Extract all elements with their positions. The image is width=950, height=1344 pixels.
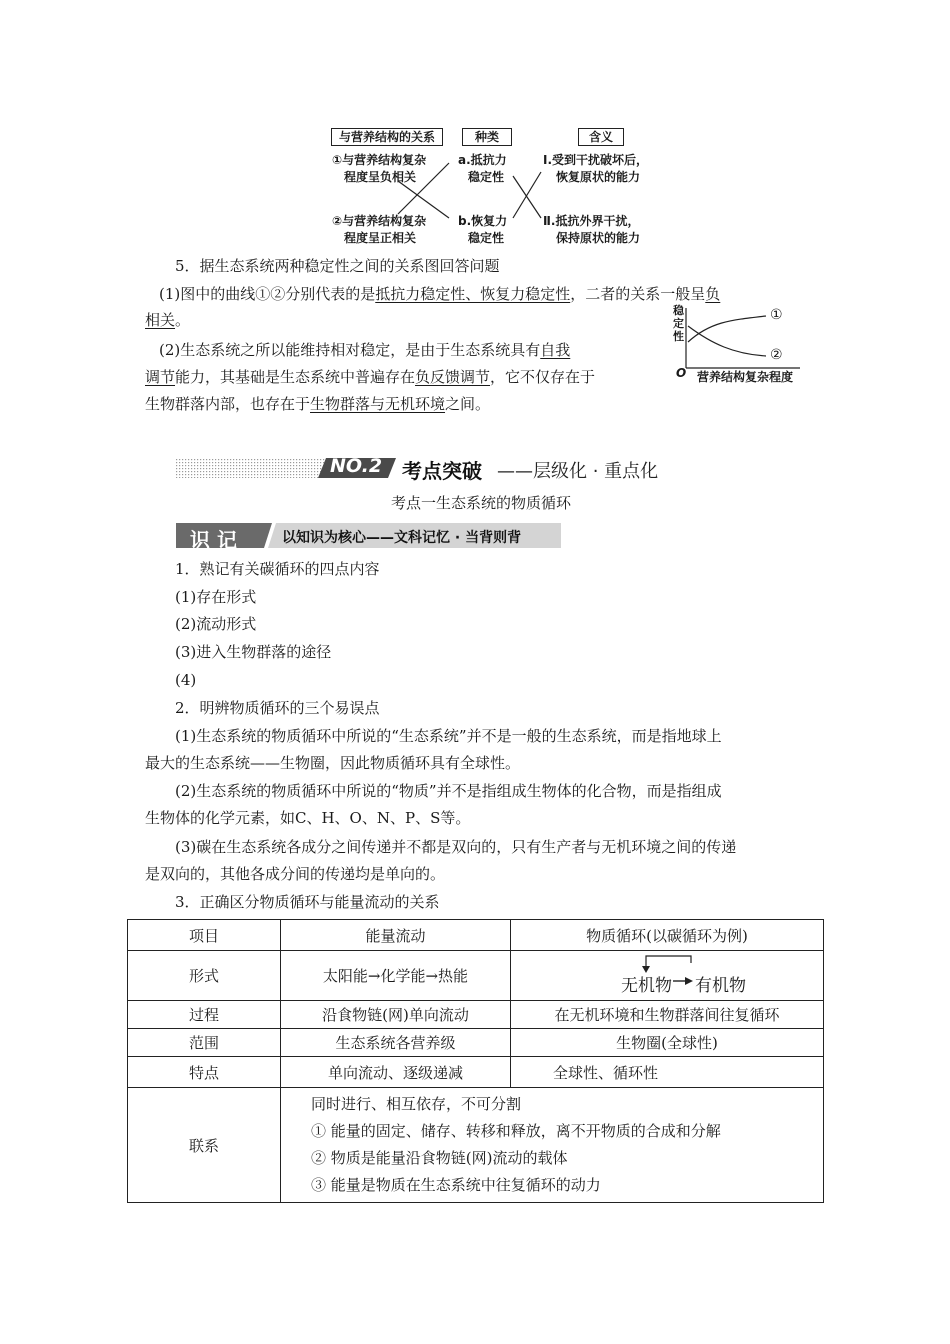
diagram-mid-a1: a.抵抗力 — [458, 153, 507, 167]
diagram-mid-a2: 稳定性 — [468, 170, 505, 184]
item-entry-route: (3)进入生物群落的途径 — [175, 643, 332, 661]
table-cell: 形式 — [128, 951, 281, 1001]
para2-line1: (2)生态系统的物质循环中所说的“物质”并不是指组成生物体的化合物，而是指组成 — [175, 782, 722, 800]
link-line: ② 物质是能量沿食物链(网)流动的载体 — [311, 1149, 568, 1167]
relation-table — [127, 919, 824, 1203]
table-cell: 范围 — [128, 1029, 281, 1057]
diagram-right-2a: Ⅱ.抵抗外界干扰， — [543, 214, 640, 228]
para3-line1: (3)碳在生态系统各成分之间传递并不都是双向的，只有生产者与无机环境之间的传递 — [175, 838, 737, 856]
para2-line2: 生物体的化学元素，如C、H、O、N、P、S等。 — [145, 809, 471, 827]
table-link-label: 联系 — [128, 1088, 281, 1203]
para1-line2: 最大的生态系统——生物圈，因此物质循环具有全球性。 — [145, 754, 521, 772]
table-cell: 全球性、循环性 — [511, 1057, 824, 1088]
link-line: 同时进行、相互依存，不可分割 — [311, 1095, 522, 1113]
table-cell: 生态系统各营养级 — [281, 1029, 511, 1057]
table-head-matter: 物质循环(以碳循环为例) — [511, 920, 824, 951]
diagram-left-1b: 程度呈负相关 — [344, 170, 417, 184]
table-row-scope — [128, 1029, 824, 1057]
item-existence-form: (1)存在形式 — [175, 588, 257, 606]
table-cell: 太阳能→化学能→热能 — [281, 951, 511, 1001]
item-carbon-cycle: 1．熟记有关碳循环的四点内容 — [175, 560, 380, 578]
item-four: (4) — [175, 671, 197, 689]
diagram-mid-b1: b.恢复力 — [458, 214, 508, 228]
graph-curve1-label: ① — [770, 307, 783, 323]
q5-part1: (1)图中的曲线①②分别代表的是抵抗力稳定性、恢复力稳定性，二者的关系一般呈负 — [159, 285, 721, 303]
item-misconceptions: 2．明辨物质循环的三个易误点 — [175, 699, 380, 717]
para3-line2: 是双向的，其他各成分间的传递均是单向的。 — [145, 865, 446, 883]
table-cell: 沿食物链(网)单向流动 — [281, 1001, 511, 1029]
item-relation: 3．正确区分物质循环与能量流动的关系 — [175, 893, 440, 911]
cycle-organic: 有机物 — [695, 976, 746, 996]
diagram-header-relation: 与营养结构的关系 — [331, 128, 443, 146]
q5-part2-line2: 调节能力，其基础是生态系统中普遍存在负反馈调节，它不仅存在于 — [145, 368, 596, 386]
table-header-row — [128, 920, 824, 951]
table-cell: 单向流动、逐级递减 — [281, 1057, 511, 1088]
diagram-header-meaning: 含义 — [578, 128, 624, 146]
table-row-feature — [128, 1057, 824, 1088]
table-cell: 过程 — [128, 1001, 281, 1029]
graph-curve2-label: ② — [770, 347, 783, 363]
answer-negative-b: 相关 — [145, 311, 176, 329]
graph-ylabel: 稳定性 — [673, 304, 684, 343]
diagram-right-1b: 恢复原状的能力 — [556, 170, 641, 184]
table-cell: 生物圈(全球性) — [511, 1029, 824, 1057]
q5-title: 5．据生态系统两种稳定性之间的关系图回答问题 — [175, 257, 500, 275]
q5-part2: (2)生态系统之所以能维持相对稳定，是由于生态系统具有自我 — [159, 341, 571, 359]
answer-negative-a: 负 — [705, 285, 721, 303]
diagram-left-2b: 程度呈正相关 — [344, 231, 417, 245]
table-row-process — [128, 1001, 824, 1029]
diagram-header-type: 种类 — [462, 128, 512, 146]
table-row-link — [128, 1088, 824, 1203]
banner-title: 考点突破 — [402, 459, 482, 483]
item-flow-form: (2)流动形式 — [175, 615, 257, 633]
diagram-cross-lines — [0, 0, 950, 260]
q5-part1-cont: 相关。 — [145, 311, 191, 329]
answer-community-environment: 生物群落与无机环境 — [310, 395, 446, 413]
diagram-right-1a: Ⅰ.受到干扰破坏后， — [543, 153, 649, 167]
graph-xlabel: 营养结构复杂程度 — [697, 370, 794, 384]
section-title: 考点一生态系统的物质循环 — [391, 494, 572, 512]
graph-origin: O — [676, 366, 687, 380]
table-link-content — [281, 1088, 824, 1203]
link-line: ① 能量的固定、储存、转移和释放，离不开物质的合成和分解 — [311, 1122, 721, 1140]
cycle-inorganic: 无机物 — [621, 976, 672, 996]
table-row-form — [128, 951, 824, 1001]
banner-number: NO.2 — [330, 455, 383, 477]
diagram-left-1a: ①与营养结构复杂 — [332, 153, 427, 167]
table-head-item: 项目 — [128, 920, 281, 951]
answer-negative-feedback: 负反馈调节 — [415, 368, 491, 386]
table-cell: 特点 — [128, 1057, 281, 1088]
link-line: ③ 能量是物质在生态系统中往复循环的动力 — [311, 1176, 601, 1194]
memory-bar-tag: 识 记 — [190, 528, 237, 552]
diagram-mid-b2: 稳定性 — [468, 231, 505, 245]
para1-line1: (1)生态系统的物质循环中所说的“生态系统”并不是一般的生态系统，而是指地球上 — [175, 727, 722, 745]
table-head-energy: 能量流动 — [281, 920, 511, 951]
diagram-right-2b: 保持原状的能力 — [556, 231, 641, 245]
table-cell: 在无机环境和生物群落间往复循环 — [511, 1001, 824, 1029]
answer-self-b: 调节 — [145, 368, 176, 386]
table-cell-cycle — [511, 951, 824, 1001]
answer-self-a: 自我 — [540, 341, 571, 359]
q5-part2-line3: 生物群落内部，也存在于生物群落与无机环境之间。 — [145, 395, 491, 413]
answer-stability-types: 抵抗力稳定性、恢复力稳定性 — [375, 285, 571, 303]
diagram-left-2a: ②与营养结构复杂 — [332, 214, 427, 228]
memory-bar-text: 以知识为核心——文科记忆 · 当背则背 — [282, 530, 522, 546]
banner-subtitle: ——层级化 · 重点化 — [497, 461, 659, 482]
